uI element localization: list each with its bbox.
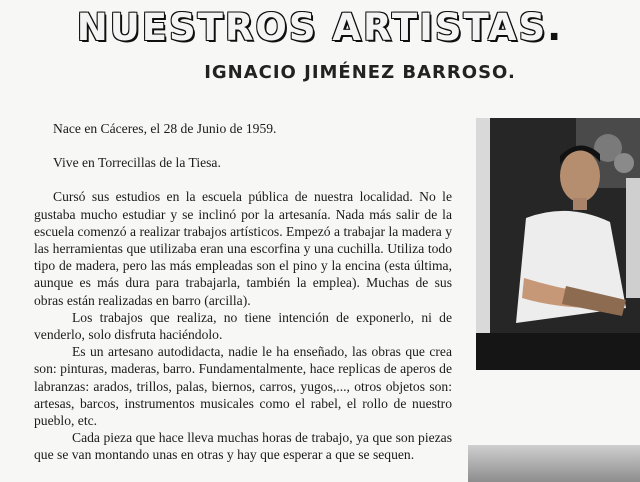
artist-photo-drawing xyxy=(476,118,640,370)
birth-paragraph: Nace en Cáceres, el 28 de Junio de 1959. xyxy=(53,121,277,136)
selftaught-paragraph: Es un artesano autodidacta, nadie le ha enseñado, las obras que crea son: pinturas, maderas, barro. Fundamentalmente, hace replicas de aperos de labranzas: arados, trillos, palas, biernos, carros, yugos,..., otros objetos son: artesas, barcos, instrumentos musicales como el rabel, el rollo de nuestro pueblo, etc. xyxy=(34,344,452,429)
residence-paragraph: Vive en Torrecillas de la Tiesa. xyxy=(53,155,221,171)
artist-name: IGNACIO JIMÉNEZ BARROSO. xyxy=(204,62,516,83)
second-photo xyxy=(468,445,640,482)
title-dot: . xyxy=(547,6,564,49)
artist-photo xyxy=(476,118,640,370)
pieces-paragraph: Cada pieza que hace lleva muchas horas de trabajo, ya que son piezas que se van montando unas en otras y hay que esperar a que se sequen. xyxy=(34,430,452,463)
works-paragraph: Los trabajos que realiza, no tiene intención de exponerlo, ni de venderlo, solo disfruta haciéndolo. xyxy=(34,309,452,343)
page-title: NUESTROS ARTISTAS. xyxy=(76,6,564,49)
studies-paragraph: Cursó sus estudios en la escuela pública de nuestra localidad. No le gustaba mucho estudiar y se inclinó por la artesanía. Nada más salir de la escuela comenzó a realizar trabajos artísticos. Empezó a trabajar la madera y las herramientas que utilizaba eran una escorfina y una cuchilla. Utiliza todo tipo de madera, pero las más empleadas son el pino y la encina (esta última, aunque es más dura para trabajarla, también la emplea). Muchas de sus obras están realizadas en barro (arcilla). xyxy=(34,189,452,308)
article-body xyxy=(34,120,452,464)
